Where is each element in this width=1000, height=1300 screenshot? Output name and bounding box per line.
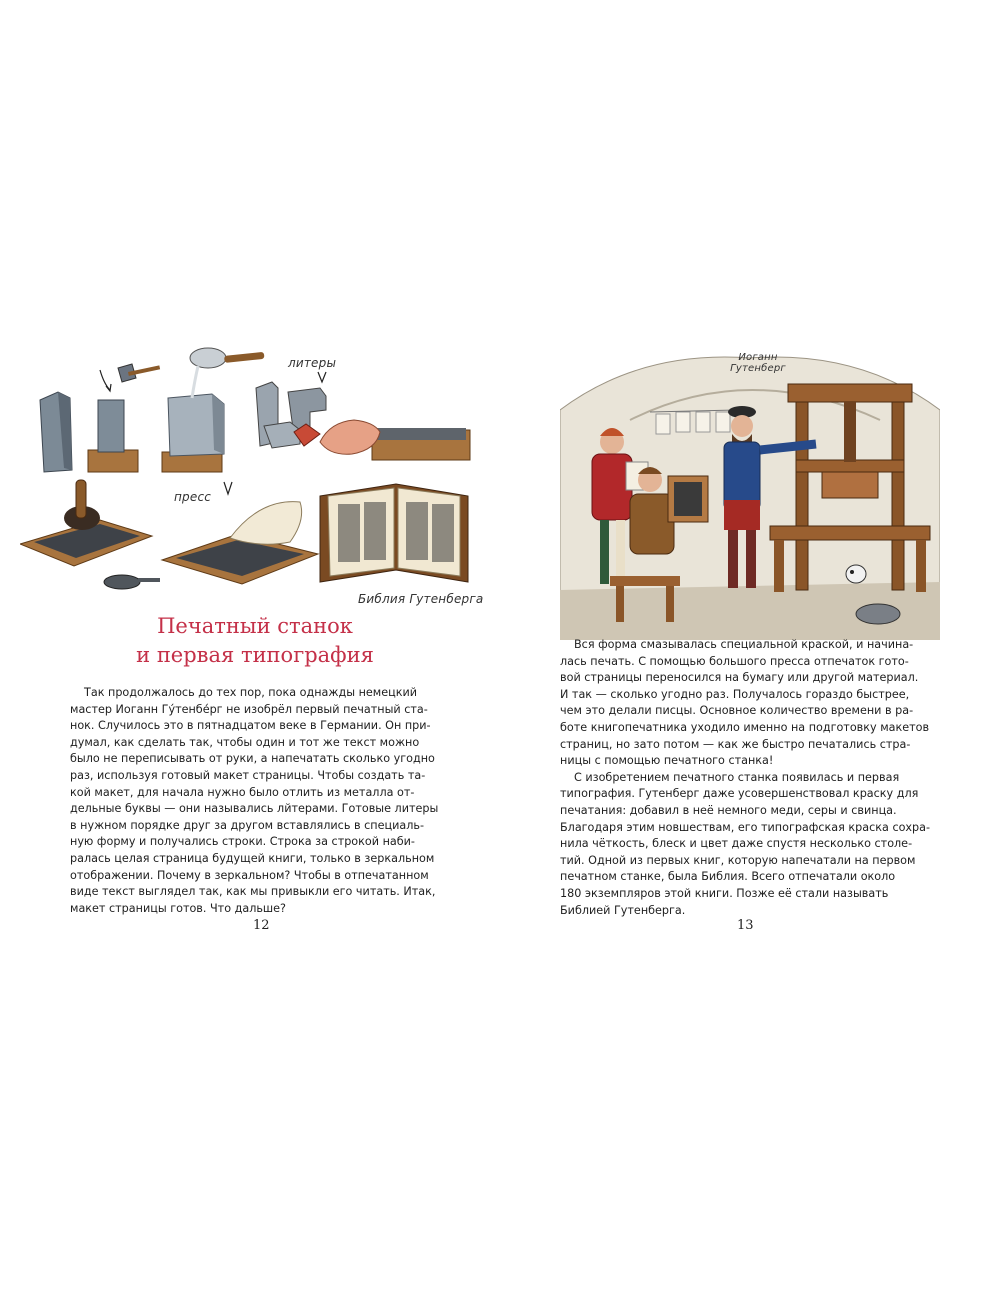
text-line: И так — сколько угодно раз. Получалось гораздо быстрее, [560, 687, 910, 701]
title-line-1: Печатный станок [157, 614, 353, 638]
text-line: Библией Гутенберга. [560, 903, 686, 917]
text-line: кой макет, для начала нужно было отлить из металла от- [70, 785, 415, 799]
text-line: отображении. Почему в зеркальном? Чтобы в отпечатанном [70, 868, 429, 882]
text-line: ралась целая страница будущей книги, только в зеркальном [70, 851, 435, 865]
text-line: ницы с помощью печатного станка! [560, 754, 774, 768]
text-line: страниц, но зато потом — как же быстро печатались стра- [560, 737, 911, 751]
text-line: нок. Случилось это в пятнадцатом веке в Германии. Он при- [70, 719, 431, 733]
ink-ball-and-frame [20, 480, 160, 589]
text-line: тий. Одной из первых книг, которую напечатали на первом [560, 853, 916, 867]
text-line: виде текст выглядел так, как мы привыкли его читать. Итак, [70, 885, 436, 899]
hand-with-composing-stick [294, 420, 470, 460]
ladle-and-casting-box [162, 348, 265, 472]
text-line: дельные буквы — они назывались лйтерами. Готовые литеры [70, 802, 439, 816]
left-page [20, 330, 490, 950]
left-body-text [70, 685, 450, 917]
text-line: нила чёткость, блеск и цвет даже спустя несколько столе- [560, 837, 913, 851]
chapter-title [20, 612, 490, 670]
text-line: макет страницы готов. Что дальше? [70, 901, 286, 915]
text-line: боте книгопечатника уходило именно на подготовку макетов [560, 720, 930, 734]
text-line: лась печать. С помощью большого пресса отпечаток гото- [560, 654, 909, 668]
letters-label: литеры [288, 356, 337, 370]
page-number-left: 12 [253, 918, 270, 933]
text-line: печатания: добавил в неё немного меди, серы и свинца. [560, 803, 897, 817]
hammer-and-mold [88, 364, 160, 472]
text-line: раз, используя готовый макет страницы. Чтобы создать та- [70, 768, 426, 782]
right-page [560, 330, 945, 950]
text-line: Вся форма смазывалась специальной краской, и начина- [574, 638, 914, 651]
open-bible [320, 484, 468, 582]
text-line: вой страницы переносился на бумагу или другой материал. [560, 671, 919, 685]
text-line: думал, как сделать так, чтобы один и тот же текст можно [70, 735, 420, 749]
text-line: ную форму и получались строки. Строка за строкой наби- [70, 835, 415, 849]
text-line: в нужном порядке друг за другом вставлялись в специаль- [70, 818, 425, 832]
printing-workshop-illustration [560, 350, 940, 640]
text-line: 180 экземпляров этой книги. Позже её стали называть [560, 886, 889, 900]
bible-label: Библия Гутенберга [358, 592, 484, 606]
text-line: С изобретением печатного станка появилась и первая [574, 770, 900, 784]
text-line: Благодаря этим новшествам, его типографская краска сохра- [560, 820, 931, 834]
text-line: мастер Иоганн Гу́тенбе́рг не изобрёл первый печатный ста- [70, 702, 428, 716]
right-body-text [560, 637, 942, 919]
text-line: печатном станке, была Библия. Всего отпечатали около [560, 870, 896, 884]
press-label: пресс [174, 490, 212, 504]
gutenberg-label: Иоганн Гутенберг [730, 352, 786, 374]
metal-block-1 [40, 392, 72, 472]
title-line-2: и первая типография [136, 643, 374, 667]
book-spread [0, 330, 1000, 950]
page-number-right: 13 [737, 918, 754, 933]
text-line: чем это делали писцы. Основное количество времени в ра- [560, 704, 914, 718]
text-line: было не переписывать от руки, а напечатать сколько угодно [70, 752, 435, 766]
text-line: типография. Гутенберг даже усовершенствовал краску для [560, 787, 919, 801]
type-casting-illustration [20, 330, 490, 615]
text-line: Так продолжалось до тех пор, пока однажды немецкий [84, 686, 418, 699]
